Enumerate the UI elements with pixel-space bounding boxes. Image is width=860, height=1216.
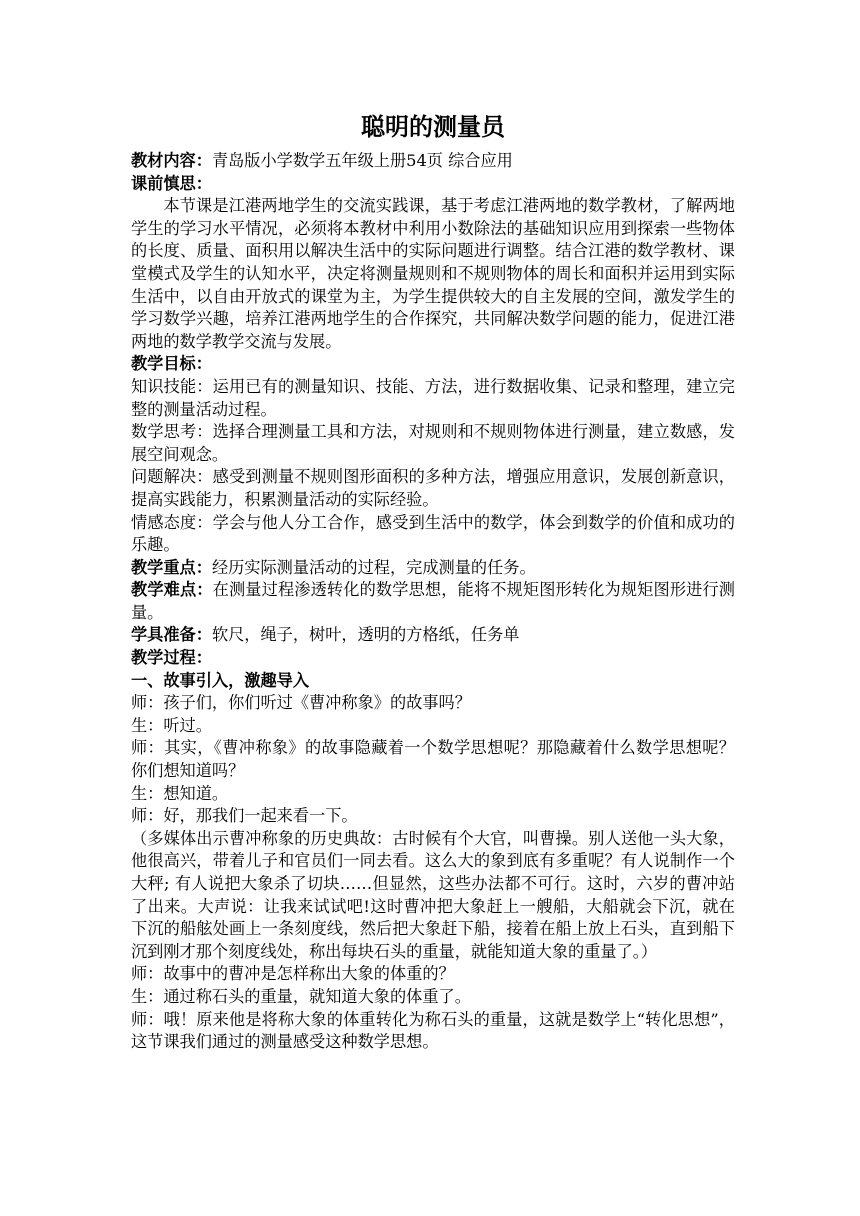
document-page (131, 108, 735, 1054)
difficulty-line (131, 579, 735, 624)
tools-label: 学具准备： (131, 625, 212, 645)
goals-heading: 教学目标： (131, 354, 212, 374)
pre-thought-paragraph: 本节课是江港两地学生的交流实践课，基于考虑江港两地的数学教材，了解两地学生的学习水平情况，必须将本教材中利用小数除法的基础知识应用到探索一些物体的长度、质量、面积用以解决生活中的实际问题进行调整。结合江港的数学教材、课堂模式及学生的认知水平，决定将测量规则和不规则物体的周长和面积并运用到实际生活中，以自由开放式的课堂为主，为学生提供较大的自主发展的空间，激发学生的学习数学兴趣，培养江港两地学生的合作探究，共同解决数学问题的能力，促进江港两地的数学教学交流与发展。 (131, 196, 735, 351)
dialogue-line: 师：孩子们，你们听过《曹冲称象》的故事吗？ (131, 693, 471, 713)
goal-thinking: 数学思考：选择合理测量工具和方法，对规则和不规则物体进行测量，建立数感，发展空间观念。 (131, 422, 735, 464)
goal-knowledge: 知识技能：运用已有的测量知识、技能、方法，进行数据收集、记录和整理，建立完整的测量活动过程。 (131, 376, 735, 419)
story-paragraph: （多媒体出示曹冲称象的历史典故：古时候有个大官，叫曹操。别人送他一头大象，他很高兴，带着儿子和官员们一同去看。这么大的象到底有多重呢？有人说制作一个大秤; 有人说把大象杀了切块……但显然，这些办法都不可行。这时，六岁的曹冲站了出来。大声说：让我来试试吧!这时曹冲把大象赶上一艘船，大船就会下沉，就在下沉的船舷处画上一条刻度线，然后把大象赶下船，接着在船上放上石头，直到船下沉到刚才那个刻度线处，称出每块石头的重量，就能知道大象的重量了。） (131, 828, 735, 961)
process-heading: 教学过程： (131, 648, 212, 668)
key-point-line (131, 557, 735, 580)
dialogue-line: 师：哦！原来他是将称大象的体重转化为称石头的重量，这就是数学上“转化思想”，这节课我们通过的测量感受这种数学思想。 (131, 1009, 735, 1052)
goal-attitude: 情感态度：学会与他人分工合作，感受到生活中的数学，体会到数学的价值和成功的乐趣。 (131, 512, 735, 555)
dialogue-line: 生：听过。 (131, 715, 212, 735)
dialogue-line: 师：其实，《曹冲称象》的故事隐藏着一个数学思想呢？那隐藏着什么数学思想呢？你们想知道吗？ (131, 738, 735, 781)
dialogue-line: 生：想知道。 (131, 783, 229, 803)
goal-problem-solving: 问题解决：感受到测量不规则图形面积的多种方法，增强应用意识，发展创新意识，提高实践能力，积累测量活动的实际经验。 (131, 467, 735, 509)
section1-title: 一、故事引入，激趣导入 (131, 670, 310, 690)
dialogue-line: 师：好，那我们一起来看一下。 (131, 806, 358, 826)
difficulty-value: 在测量过程渗透转化的数学思想，能将不规矩图形转化为规矩图形进行测量。 (131, 580, 735, 622)
dialogue-line: 师：故事中的曹冲是怎样称出大象的体重的？ (131, 964, 455, 984)
material-value: 青岛版小学数学五年级上册54页 综合应用 (211, 151, 513, 170)
dialogue-line: 生：通过称石头的重量，就知道大象的体重了。 (131, 986, 471, 1006)
key-point-value: 经历实际测量活动的过程，完成测量的任务。 (211, 557, 536, 577)
material-label: 教材内容： (131, 151, 212, 170)
key-point-label: 教学重点： (131, 557, 212, 577)
tools-line (131, 624, 735, 647)
page-title: 聪明的测量员 (361, 112, 505, 141)
pre-thought-heading: 课前慎思： (131, 173, 212, 193)
difficulty-label: 教学难点： (131, 580, 213, 600)
tools-value: 软尺，绳子，树叶，透明的方格纸，任务单 (211, 625, 520, 645)
material-line (131, 150, 735, 173)
